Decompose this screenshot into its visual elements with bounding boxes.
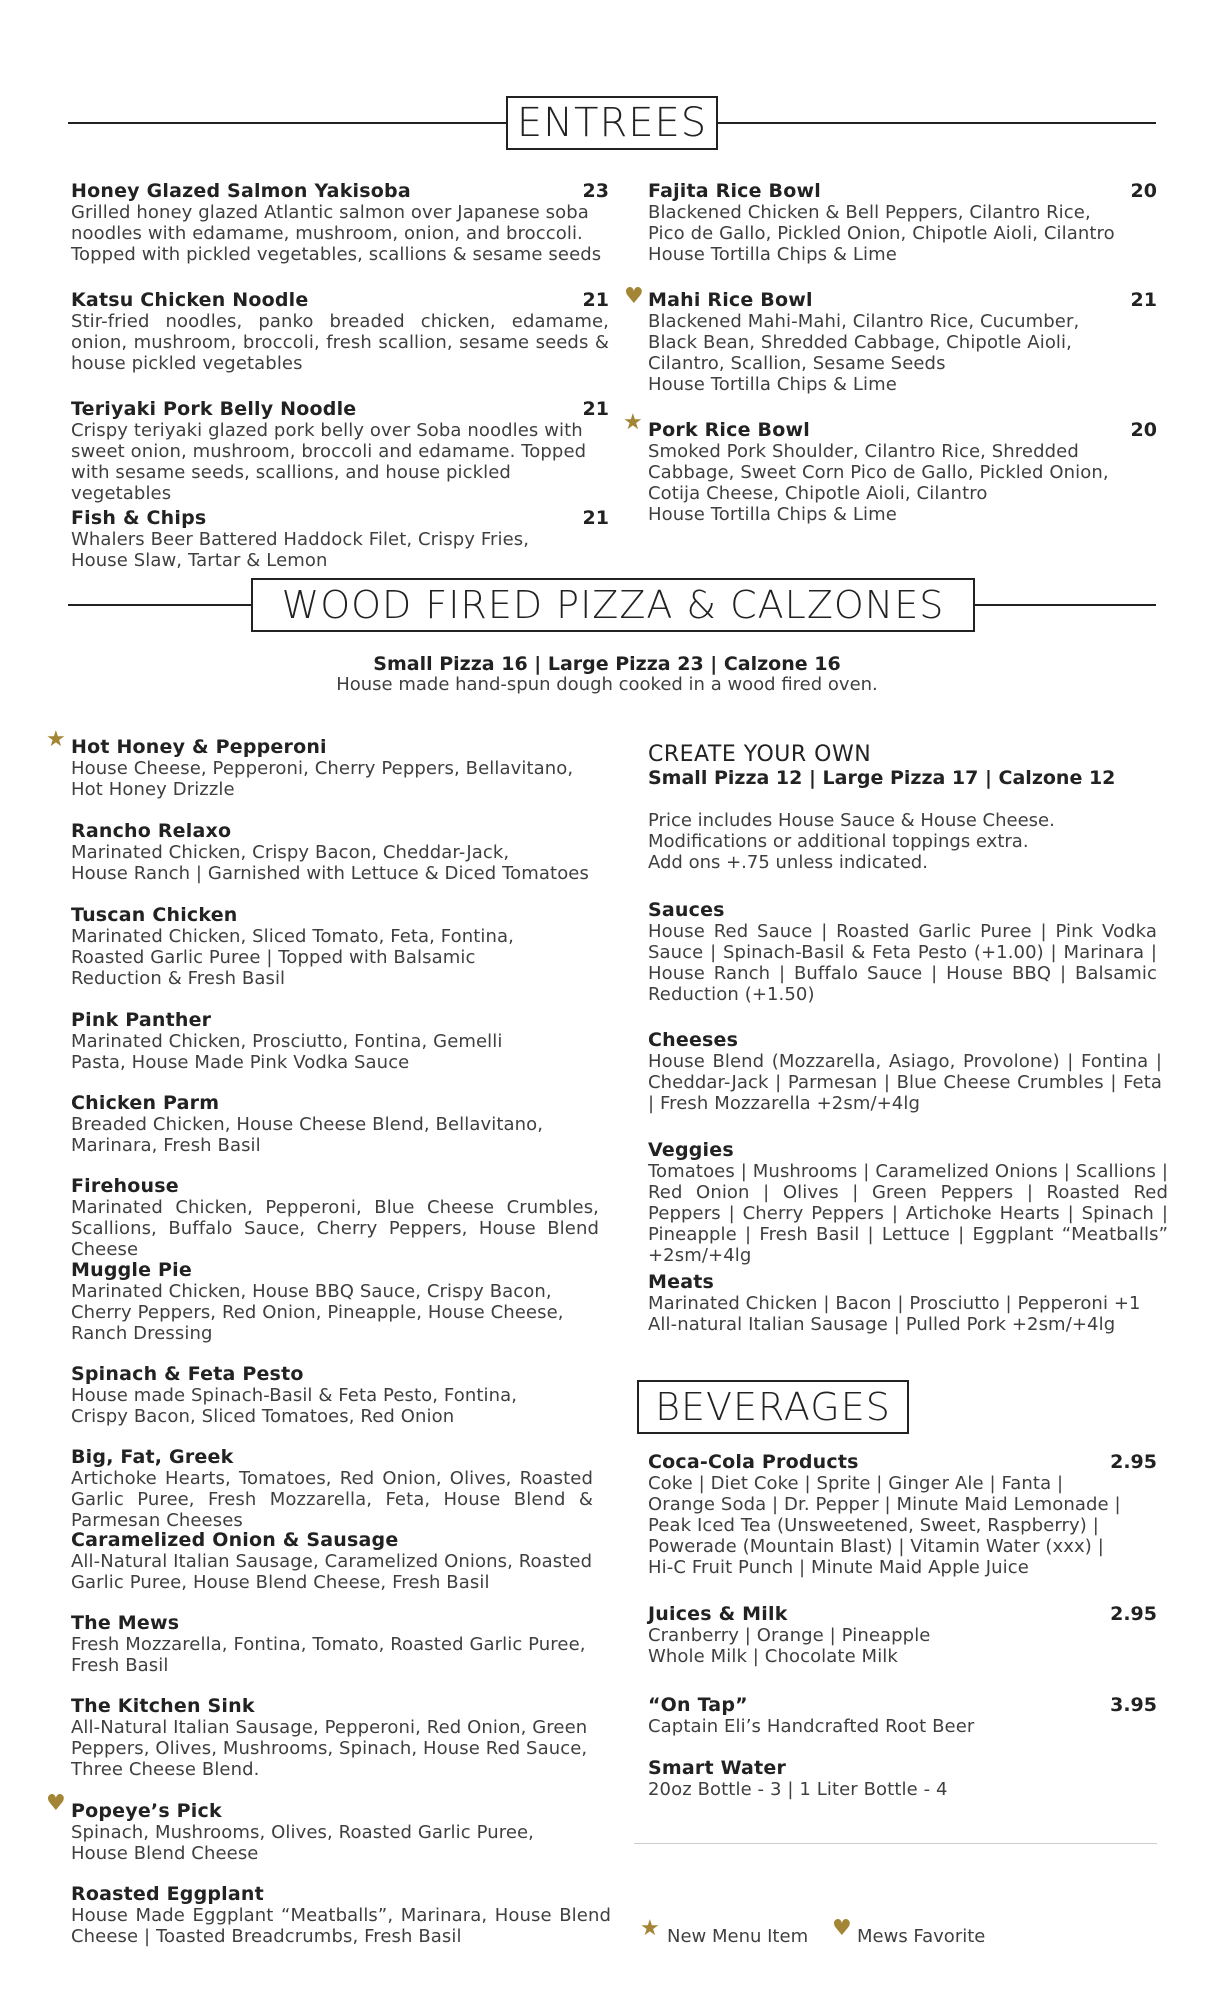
item-name: Coca-Cola Products [648,1451,859,1473]
item-desc: noodles with edamame, mushroom, onion, and broccoli. [71,223,583,244]
pizza-title: WOOD FIRED PIZZA & CALZONES [251,578,975,632]
info-line: Modifications or additional toppings extra. [648,831,1029,852]
item-desc: Pico de Gallo, Pickled Onion, Chipotle Aioli, Cilantro [648,223,1115,244]
item-desc: Ranch Dressing [71,1323,213,1344]
item-desc: Cotija Cheese, Chipotle Aioli, Cilantro [648,483,988,504]
item-desc: House Made Eggplant “Meatballs”, Marinara, House Blend Cheese | Toasted Breadcrumbs, Fresh Basil [71,1905,611,1947]
item-name: Rancho Relaxo [71,820,232,842]
item-name: Spinach & Feta Pesto [71,1363,304,1385]
menu-item [648,1758,1157,1800]
item-desc: Peak Iced Tea (Unsweetened, Sweet, Raspberry) | [648,1515,1099,1536]
menu-item [71,1447,593,1531]
item-name: Tuscan Chicken [71,904,238,926]
item-desc: Smoked Pork Shoulder, Cilantro Rice, Shredded [648,441,1079,462]
menu-item [71,1801,611,1864]
item-name: Caramelized Onion & Sausage [71,1529,399,1551]
menu-item [648,1452,1157,1578]
item-desc: Roasted Garlic Puree | Topped with Balsamic [71,947,476,968]
menu-item [71,1260,611,1344]
item-desc: All-Natural Italian Sausage, Caramelized Onions, Roasted [71,1551,593,1572]
heart-icon: ♥ [832,1916,852,1941]
menu-item [71,290,609,374]
menu-item [71,1530,611,1593]
menu-item [648,1695,1157,1737]
create-title: CREATE YOUR OWN [648,742,872,767]
item-desc: 20oz Bottle - 3 | 1 Liter Bottle - 4 [648,1779,948,1800]
item-desc: Hot Honey Drizzle [71,779,235,800]
item-name: Katsu Chicken Noodle [71,289,309,311]
item-name: Chicken Parm [71,1092,220,1114]
item-desc: with sesame seeds, scallions, and house pickled vegetables [71,462,511,504]
item-name: Roasted Eggplant [71,1883,264,1905]
item-price: 21 [582,289,609,311]
menu-item [648,181,1157,265]
item-desc: House made Spinach-Basil & Feta Pesto, Fontina, [71,1385,518,1406]
item-desc: Marinated Chicken, House BBQ Sauce, Crispy Bacon, [71,1281,552,1302]
legend-favorite: Mews Favorite [857,1926,986,1947]
item-desc: Coke | Diet Coke | Sprite | Ginger Ale | Fanta | [648,1473,1064,1494]
item-price: 20 [1130,419,1157,441]
item-name: Juices & Milk [648,1603,788,1625]
item-desc: Cherry Peppers, Red Onion, Pineapple, House Cheese, [71,1302,564,1323]
menu-item [71,181,609,265]
pizza-rule-left [68,604,253,606]
menu-item [71,1010,611,1073]
item-desc: Hi-C Fruit Punch | Minute Maid Apple Juice [648,1557,1029,1578]
item-name: Sauces [648,899,725,921]
menu-item [71,905,611,989]
item-name: Muggle Pie [71,1259,192,1281]
item-name: Fish & Chips [71,507,207,529]
item-desc: House Blend (Mozzarella, Asiago, Provolone) | Fontina | Cheddar-Jack | Parmesan | Blue Cheese Crumbles | Feta | Fresh Mozzarella +2sm/+4lg [648,1051,1162,1114]
create-prices: Small Pizza 12 | Large Pizza 17 | Calzone 12 [648,767,1116,789]
item-desc: Cranberry | Orange | Pineapple [648,1625,931,1646]
item-price: 3.95 [1110,1694,1157,1716]
menu-item [648,1604,1157,1667]
item-name: “On Tap” [648,1694,748,1716]
item-desc: Marinated Chicken, Pepperoni, Blue Cheese Crumbles, Scallions, Buffalo Sauce, Cherry Peppers, House Blend Cheese [71,1197,599,1260]
item-desc: Black Bean, Shredded Cabbage, Chipotle Aioli, [648,332,1072,353]
star-icon: ★ [640,1916,660,1941]
item-name: Mahi Rice Bowl [648,289,813,311]
item-desc: Three Cheese Blend. [71,1759,260,1780]
star-icon: ★ [623,410,643,435]
item-desc: Whalers Beer Battered Haddock Filet, Crispy Fries, [71,529,530,550]
star-icon: ★ [46,727,66,752]
info-line: Add ons +.75 unless indicated. [648,852,928,873]
item-name: Cheeses [648,1029,739,1051]
item-desc: House Slaw, Tartar & Lemon [71,550,328,571]
item-desc: Crispy Bacon, Sliced Tomatoes, Red Onion [71,1406,455,1427]
item-desc: House Red Sauce | Roasted Garlic Puree | Pink Vodka Sauce | Spinach-Basil & Feta Pesto (+1.00) | Marinara | House Ranch | Buffalo Sauce | House BBQ | Balsamic Reduction (+1.50) [648,921,1157,1005]
item-desc: House Ranch | Garnished with Lettuce & Diced Tomatoes [71,863,589,884]
item-desc: Pasta, House Made Pink Vodka Sauce [71,1052,410,1073]
item-desc: Stir-fried noodles, panko breaded chicken, edamame, onion, mushroom, broccoli, fresh scallion, sesame seeds & house pickled vegetables [71,311,609,374]
item-desc: Blackened Chicken & Bell Peppers, Cilantro Rice, [648,202,1091,223]
item-price: 21 [1130,289,1157,311]
item-desc: House Tortilla Chips & Lime [648,244,897,265]
item-desc: All-Natural Italian Sausage, Pepperoni, Red Onion, Green [71,1717,588,1738]
item-desc: Captain Eli’s Handcrafted Root Beer [648,1716,975,1737]
item-desc: Artichoke Hearts, Tomatoes, Red Onion, Olives, Roasted Garlic Puree, Fresh Mozzarella, Feta, House Blend & Parmesan Cheeses [71,1468,593,1531]
item-name: Pink Panther [71,1009,212,1031]
item-desc: Peppers, Olives, Mushrooms, Spinach, House Red Sauce, [71,1738,588,1759]
item-name: Pork Rice Bowl [648,419,810,441]
item-desc: House Tortilla Chips & Lime [648,374,897,395]
menu-item [648,420,1157,525]
menu-item [71,737,611,800]
item-name: Meats [648,1271,715,1293]
item-desc: House Cheese, Pepperoni, Cherry Peppers, Bellavitano, [71,758,574,779]
create-sauces [648,900,1157,1005]
item-desc: Reduction & Fresh Basil [71,968,286,989]
item-name: Big, Fat, Greek [71,1446,234,1468]
item-name: The Kitchen Sink [71,1695,255,1717]
pizza-rule-right [973,604,1156,606]
item-desc: House Blend Cheese [71,1843,259,1864]
item-desc: Whole Milk | Chocolate Milk [648,1646,898,1667]
item-desc: Fresh Mozzarella, Fontina, Tomato, Roasted Garlic Puree, [71,1634,586,1655]
item-name: Veggies [648,1139,734,1161]
legend-divider [634,1843,1157,1844]
item-desc: Marinated Chicken, Crispy Bacon, Cheddar-Jack, [71,842,510,863]
item-desc: Marinated Chicken, Sliced Tomato, Feta, Fontina, [71,926,514,947]
heart-icon: ♥ [624,284,644,309]
item-name: Honey Glazed Salmon Yakisoba [71,180,411,202]
item-name: Popeye’s Pick [71,1800,222,1822]
menu-item [71,1093,611,1156]
info-line: Price includes House Sauce & House Cheese. [648,810,1055,831]
item-desc: Crispy teriyaki glazed pork belly over Soba noodles with [71,420,583,441]
item-desc: Breaded Chicken, House Cheese Blend, Bellavitano, [71,1114,544,1135]
heart-icon: ♥ [46,1791,66,1816]
menu-item [71,1884,611,1947]
item-desc: Cilantro, Scallion, Sesame Seeds [648,353,946,374]
item-desc: Topped with pickled vegetables, scallions & sesame seeds [71,244,602,265]
item-desc: House Tortilla Chips & Lime [648,504,897,525]
pizza-prices: Small Pizza 16 | Large Pizza 23 | Calzone 16 [373,653,841,675]
create-veggies [648,1140,1168,1266]
menu-item [71,1696,611,1780]
item-desc: Cabbage, Sweet Corn Pico de Gallo, Pickled Onion, [648,462,1109,483]
menu-item [71,1364,611,1427]
pizza-subtitle: House made hand-spun dough cooked in a wood fired oven. [336,674,878,695]
item-desc: All-natural Italian Sausage | Pulled Pork +2sm/+4lg [648,1314,1116,1335]
item-price: 21 [582,398,609,420]
menu-item [71,508,609,571]
menu-item [648,290,1157,395]
item-price: 2.95 [1110,1603,1157,1625]
menu-item [71,1613,611,1676]
item-price: 21 [582,507,609,529]
item-price: 23 [582,180,609,202]
beverages-title: BEVERAGES [637,1380,909,1434]
item-price: 2.95 [1110,1451,1157,1473]
item-desc: Marinara, Fresh Basil [71,1135,261,1156]
item-desc: Garlic Puree, House Blend Cheese, Fresh Basil [71,1572,490,1593]
menu-item [71,821,611,884]
item-name: Firehouse [71,1175,179,1197]
item-name: Smart Water [648,1757,787,1779]
item-price: 20 [1130,180,1157,202]
entrees-rule-right [716,122,1156,124]
item-desc: Marinated Chicken | Bacon | Prosciutto | Pepperoni +1 [648,1293,1141,1314]
item-desc: Blackened Mahi-Mahi, Cilantro Rice, Cucumber, [648,311,1080,332]
item-desc: Orange Soda | Dr. Pepper | Minute Maid Lemonade | [648,1494,1121,1515]
legend-new: New Menu Item [667,1926,809,1947]
item-desc: Tomatoes | Mushrooms | Caramelized Onions | Scallions | Red Onion | Olives | Green Peppers | Roasted Red Peppers | Cherry Peppers | Artichoke Hearts | Spinach | Pineapple | Fresh Basil | Lettuce | Eggplant “Meatballs” +2sm/+4lg [648,1161,1168,1266]
item-desc: Powerade (Mountain Blast) | Vitamin Water (xxx) | [648,1536,1104,1557]
create-meats [648,1272,1157,1335]
item-name: Fajita Rice Bowl [648,180,821,202]
item-desc: Marinated Chicken, Prosciutto, Fontina, Gemelli [71,1031,503,1052]
item-desc: Fresh Basil [71,1655,169,1676]
menu-item [71,1176,599,1260]
item-name: Teriyaki Pork Belly Noodle [71,398,357,420]
item-name: Hot Honey & Pepperoni [71,736,327,758]
item-desc: sweet onion, mushroom, broccoli and edamame. Topped [71,441,587,462]
menu-item [71,399,609,504]
item-desc: Spinach, Mushrooms, Olives, Roasted Garlic Puree, [71,1822,534,1843]
item-name: The Mews [71,1612,180,1634]
entrees-rule-left [68,122,508,124]
entrees-title: ENTREES [506,96,718,150]
item-desc: Grilled honey glazed Atlantic salmon over Japanese soba [71,202,589,223]
create-cheeses [648,1030,1162,1114]
create-info [648,810,1157,873]
